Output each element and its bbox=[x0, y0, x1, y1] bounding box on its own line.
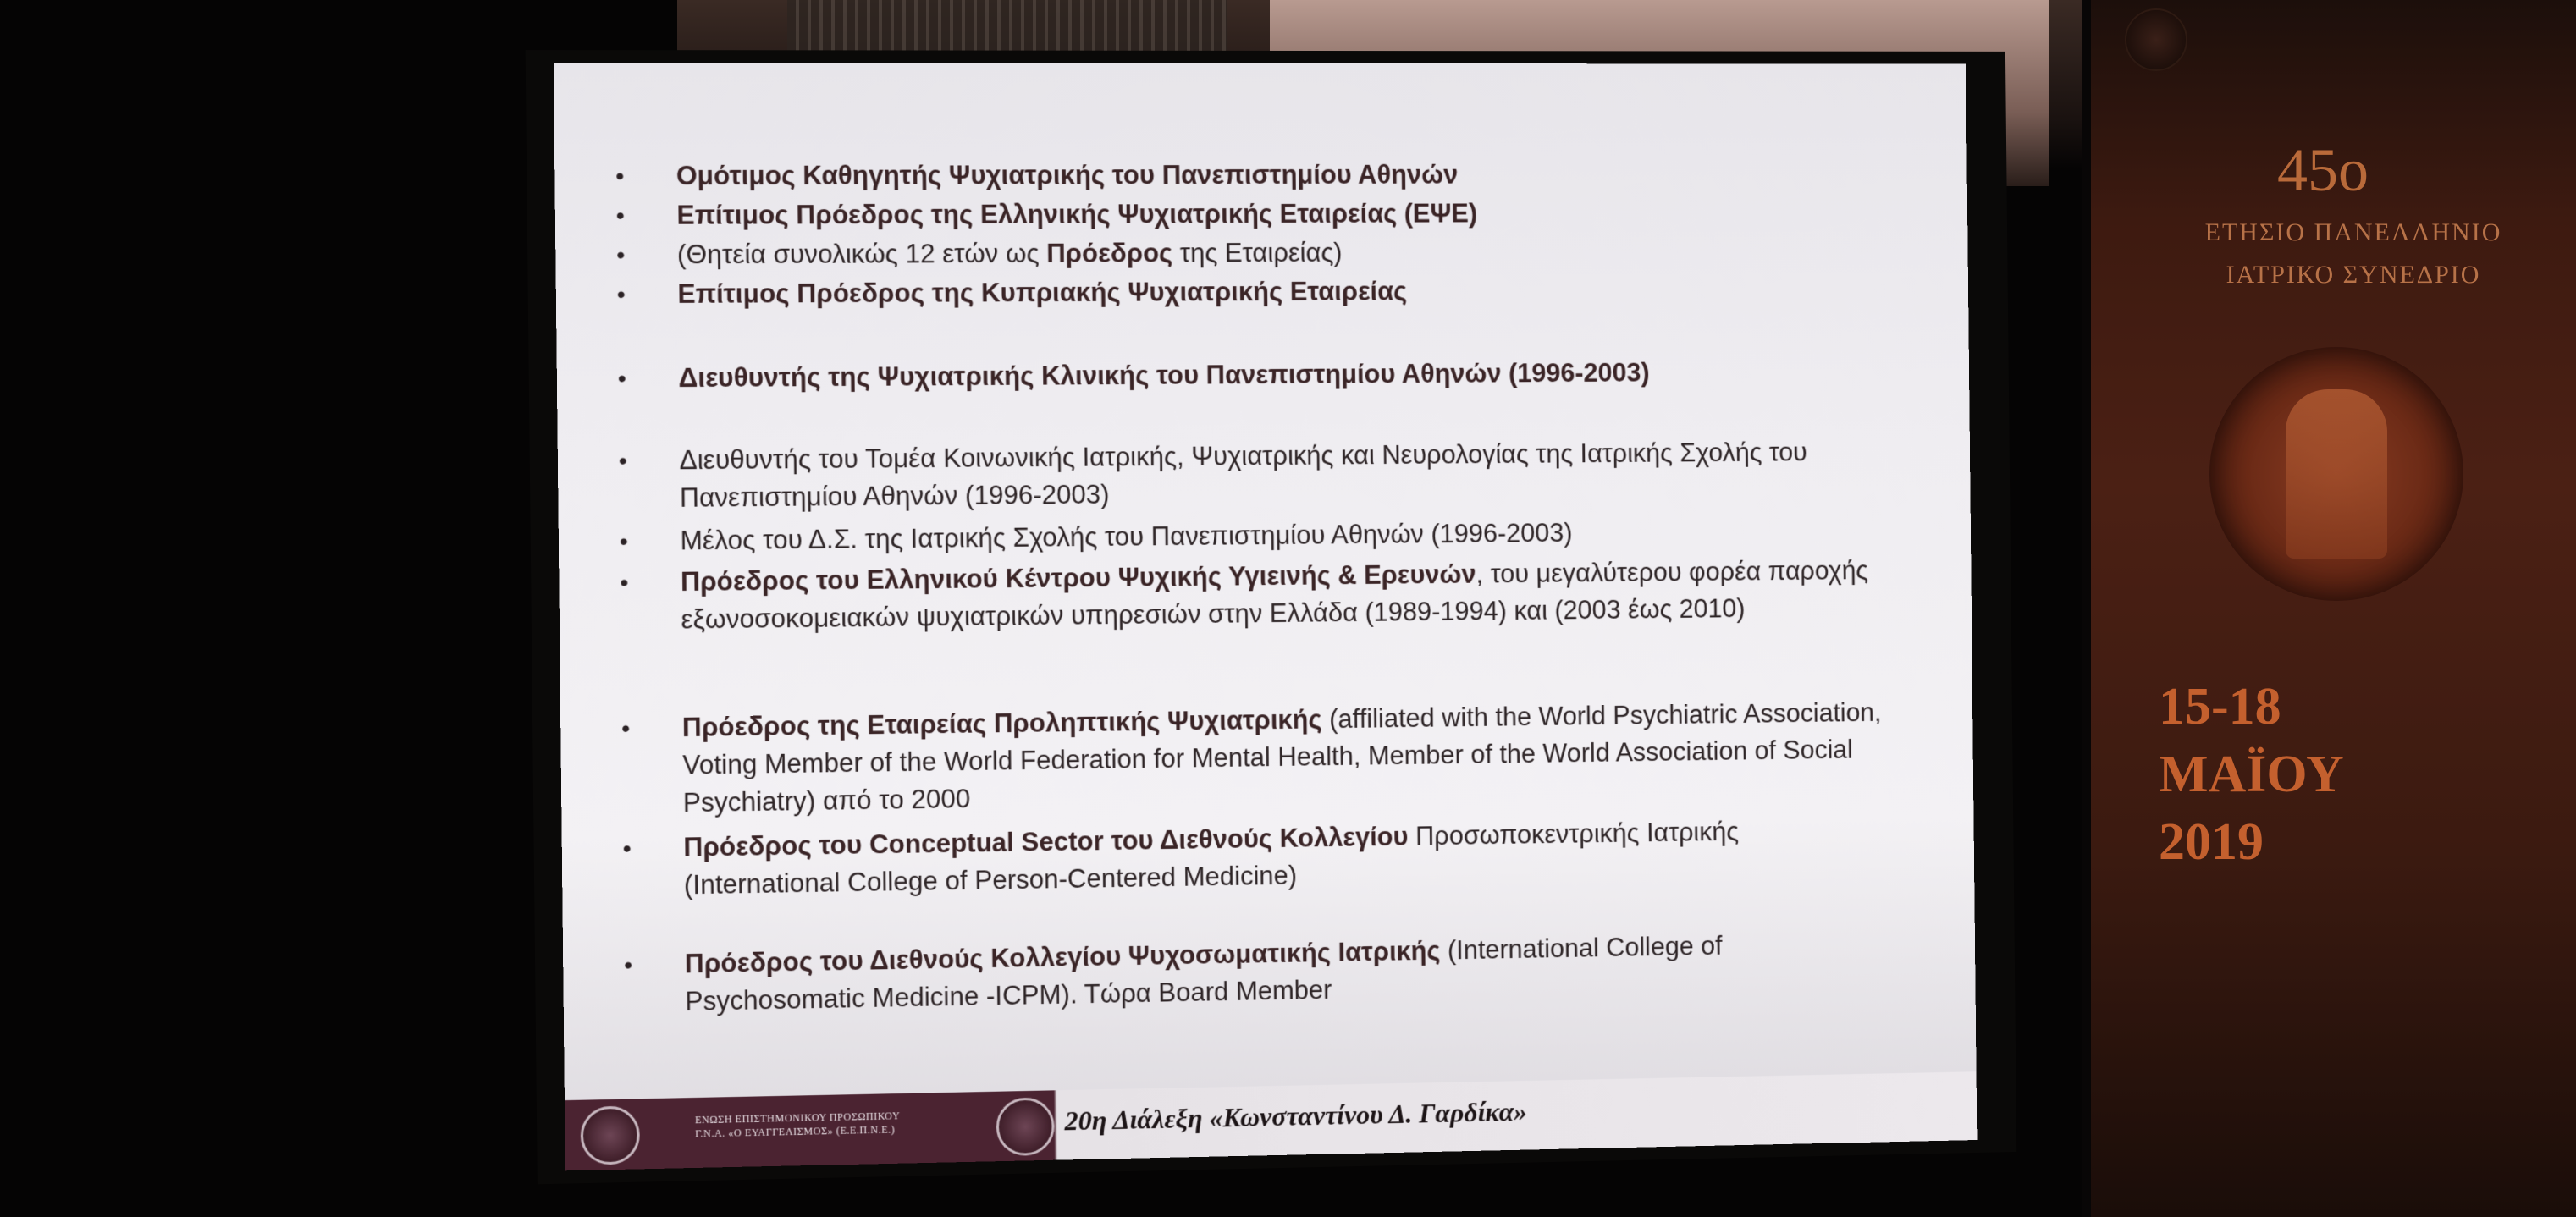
bullet-item bbox=[678, 353, 1887, 397]
bullet-text: Διευθυντής του Τομέα Κοινωνικής Ιατρικής, Ψυχιατρικής και Νευρολογίας της Ιατρικής Σχολής του Πανεπιστημίου Αθηνών (1996-2003) bbox=[679, 437, 1807, 513]
bullet-item bbox=[680, 512, 1889, 560]
bullet-text: Μέλος του Δ.Σ. της Ιατρικής Σχολής του Πανεπιστημίου Αθηνών (1996-2003) bbox=[680, 517, 1573, 556]
bullet-bold-text: Επίτιμος Πρόεδρος της Κυπριακής Ψυχιατρικής Εταιρείας bbox=[677, 276, 1408, 309]
bullet-item bbox=[683, 811, 1892, 904]
bullet-item bbox=[677, 271, 1886, 313]
banner-line1: ΕΤΗΣΙΟ ΠΑΝΕΛΛΗΝΙΟ bbox=[2204, 218, 2502, 246]
footer-lecture-title: 20η Διάλεξη «Κωνσταντίνου Δ. Γαρδίκα» bbox=[1064, 1095, 1528, 1137]
bullet-text: (affiliated with the World Psychiatric Association, Voting Member of the World Federation for Mental Health, Member of the World Association of Social Psychiatry) από το 2000 bbox=[682, 697, 1882, 818]
presentation-slide bbox=[554, 63, 1977, 1170]
banner-figure-icon bbox=[2286, 389, 2387, 559]
bullet-text: (International College of Psychosomatic Medicine -ICPM). Τώρα Board Member bbox=[685, 930, 1723, 1017]
bullet-bold-text: Πρόεδρος της Εταιρείας Προληπτικής Ψυχιατρικής bbox=[681, 704, 1322, 743]
bullet-item bbox=[682, 694, 1891, 822]
bullet-item bbox=[679, 433, 1888, 517]
banner-edition: 45ο bbox=[2277, 136, 2369, 204]
bullet-text: Προσωποκεντρικής Ιατρικής (International College of Person-Centered Medicine) bbox=[683, 816, 1740, 900]
bullet-item bbox=[685, 924, 1894, 1021]
congress-banner bbox=[2091, 0, 2576, 1217]
banner-month: ΜΑΪΟΥ bbox=[2159, 746, 2344, 803]
org-seal-icon bbox=[581, 1105, 641, 1165]
bullet-bold-text: Επίτιμος Πρόεδρος της Ελληνικής Ψυχιατρικής Εταιρείας (ΕΨΕ) bbox=[676, 198, 1478, 230]
bullet-item bbox=[676, 195, 1885, 234]
banner-dates: 15-18 bbox=[2159, 678, 2281, 735]
footer-org-name bbox=[695, 1109, 901, 1140]
footer-org-line1: ΕΝΩΣΗ ΕΠΙΣΤΗΜΟΝΙΚΟΥ ΠΡΟΣΩΠΙΚΟΥ bbox=[694, 1110, 901, 1126]
hospital-seal-icon bbox=[996, 1097, 1055, 1156]
banner-year: 2019 bbox=[2159, 813, 2264, 871]
banner-line2: ΙΑΤΡΙΚΟ ΣΥΝΕΔΡΙΟ bbox=[2226, 261, 2481, 289]
bullet-text: (Θητεία συνολικώς 12 ετών ως bbox=[676, 238, 1047, 270]
bullet-bold-text: Πρόεδρος bbox=[1045, 238, 1173, 268]
bullet-text: , του μεγαλύτερου φορέα παροχής εξωνοσοκομειακών ψυχιατρικών υπηρεσιών στην Ελλάδα (1989-1994) και (2003 έως 2010) bbox=[681, 555, 1869, 635]
bullet-text: της Εταιρείας) bbox=[1172, 237, 1343, 268]
bullet-bold-text: Ομότιμος Καθηγητής Ψυχιατρικής του Πανεπιστημίου Αθηνών bbox=[676, 159, 1459, 191]
bullet-bold-text: Διευθυντής της Ψυχιατρικής Κλινικής του Πανεπιστημίου Αθηνών (1996-2003) bbox=[678, 357, 1650, 394]
bullet-bold-text: Πρόεδρος του Διεθνούς Κολλεγίου Ψυχοσωματικής Ιατρικής bbox=[684, 935, 1441, 979]
bullet-item bbox=[677, 233, 1886, 273]
bullet-item bbox=[681, 552, 1889, 639]
bullet-bold-text: Πρόεδρος του Conceptual Sector του Διεθνούς Κολλεγίου bbox=[683, 821, 1409, 862]
bullet-item bbox=[676, 156, 1885, 195]
bullet-bold-text: Πρόεδρος του Ελληνικού Κέντρου Ψυχικής Υγιεινής & Ερευνών bbox=[680, 559, 1476, 597]
footer-org-line2: Γ.Ν.Α. «Ο ΕΥΑΓΓΕΛΙΣΜΟΣ» (Ε.Ε.Π.Ν.Ε.) bbox=[695, 1123, 896, 1140]
banner-medal-icon bbox=[2125, 8, 2187, 71]
